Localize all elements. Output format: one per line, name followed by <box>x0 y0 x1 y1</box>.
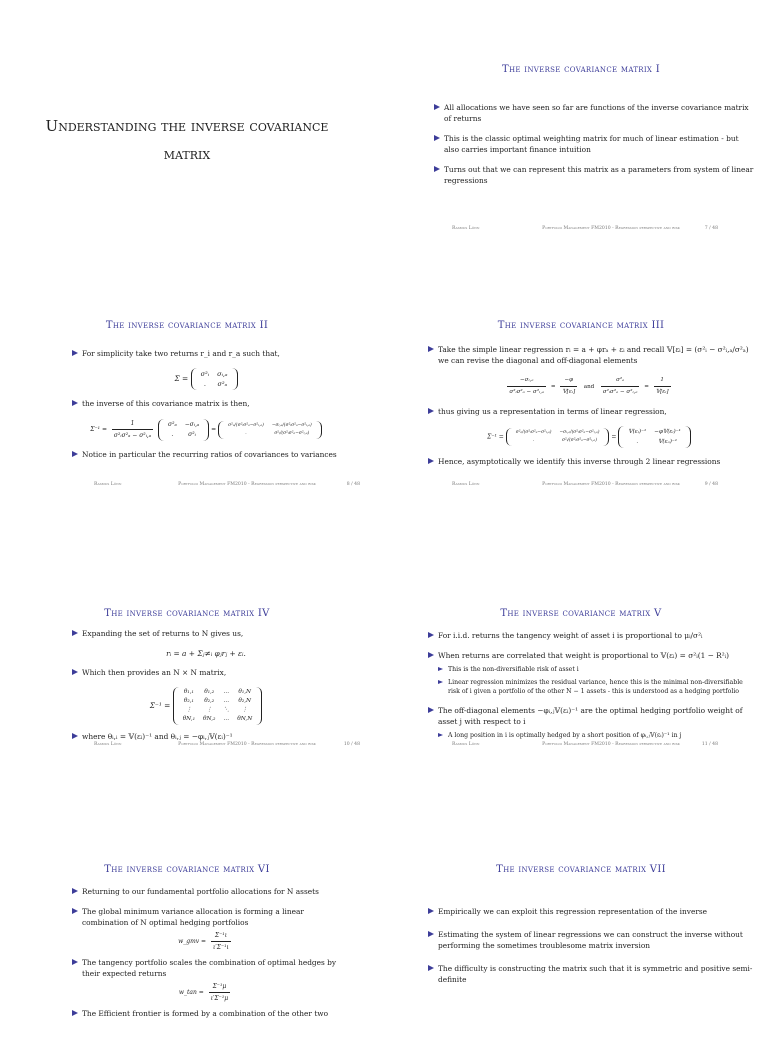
triangle-bullet-icon <box>72 733 78 739</box>
triangle-bullet-icon <box>428 408 434 414</box>
presentation-title: Understanding the inverse covariance matrix <box>45 117 329 163</box>
bullet-list <box>424 630 754 744</box>
triangle-bullet-icon <box>72 959 78 965</box>
triangle-bullet-icon <box>428 458 434 464</box>
list-item: the inverse of this covariance matrix is then, <box>68 398 344 409</box>
slide-5: The inverse covariance matrix V For i.i.d. returns the tangency weight of asset i is proportional to μᵢ/σ²ᵢ When returns are correlated that weight is proportional to 𝕍(εᵢ) = σ²ᵢ(1 − R²ᵢ) This is the non-diversifiable risk of asset i Linear regression minimizes the residual variance, hence this is the minimal non-diversifiable risk of i given a portfolio of the other N − 1 assets - this is understood as a hedging portfolio The off-diagonal elements −φᵢ,ⱼ𝕍(εᵢ)⁻¹ are the optimal hedging portfolio weight of asset j with respect to i A long position in i is optimally hedged by a short position of φᵢ,ⱼ𝕍(εᵢ)⁻¹ in j Rasmus Lönn Portfolio Management FM2010 - Regression perspective and risk 11 / 48 <box>394 544 768 792</box>
slide-title: The inverse covariance matrix IV <box>104 608 270 619</box>
triangle-bullet-icon <box>72 908 78 914</box>
slide-7 <box>394 800 768 1048</box>
slide-title: The inverse covariance matrix I <box>502 64 660 75</box>
slide-title: The inverse covariance matrix II <box>105 320 269 331</box>
triangle-bullet-icon <box>72 1010 78 1016</box>
slide-6 <box>0 800 374 1048</box>
equation-sigma: Σ = σ²ᵢ σᵢ,ₐ . σ²ₐ <box>68 368 344 390</box>
triangle-bullet-icon <box>438 733 443 737</box>
triangle-bullet-icon <box>438 667 443 671</box>
sub-list-item: Linear regression minimizes the residual variance, hence this is the minimal non-diversifiable risk of i given a portfolio of the other N − 1 assets - this is understood as a hedging portfolio <box>424 678 754 696</box>
triangle-bullet-icon <box>428 632 434 638</box>
slide-title: The inverse covariance matrix VI <box>104 864 270 875</box>
sub-list-item: A long position in i is optimally hedged by a short position of φᵢ,ⱼ𝕍(εᵢ)⁻¹ in j <box>424 731 754 740</box>
list-item: thus giving us a representation in terms of linear regression, <box>424 406 754 417</box>
slide-title <box>0 0 374 248</box>
sub-list-item: This is the non-diversifiable risk of asset i <box>424 665 754 674</box>
triangle-bullet-icon <box>428 965 434 971</box>
triangle-bullet-icon <box>72 350 78 356</box>
triangle-bullet-icon <box>72 669 78 675</box>
list-item: Returning to our fundamental portfolio allocations for N assets <box>68 886 344 897</box>
list-item: This is the classic optimal weighting matrix for much of linear estimation - but also carries important finance intuition <box>430 133 754 155</box>
list-item: Estimating the system of linear regressions we can construct the inverse without performing the sometimes troublesome matrix inversion <box>424 929 754 951</box>
list-item: For i.i.d. returns the tangency weight of asset i is proportional to μᵢ/σ²ᵢ <box>424 630 754 641</box>
triangle-bullet-icon <box>72 400 78 406</box>
bullet-list <box>424 344 754 476</box>
bullet-list <box>68 348 344 469</box>
triangle-bullet-icon <box>72 888 78 894</box>
triangle-bullet-icon <box>434 104 440 110</box>
list-item: The difficulty is constructing the matrix such that it is symmetric and positive semi-definite <box>424 963 754 985</box>
list-item: When returns are correlated that weight is proportional to 𝕍(εᵢ) = σ²ᵢ(1 − R²ᵢ) <box>424 650 754 661</box>
equation-inverse: Σ⁻¹ = $\frac{1}{\text{σ²ᵢσ²ₐ − σ²ᵢ,ₐ}}$ σ²ₐ −σᵢ,ₐ . σ²ᵢ = σ²ₐ/(σ²ᵢσ²ₐ−σ²ᵢ,ₐ) −σᵢ,ₐ/(σ²ᵢσ²ₐ−σ²ᵢ,ₐ) . σ²ᵢ/(σ²ᵢσ²ₐ−σ²ᵢ,ₐ) <box>68 418 344 441</box>
list-item: Which then provides an N × N matrix, <box>68 667 344 678</box>
equation-nxn-matrix: Σ⁻¹ = θ₁,₁ θ₁,₂ … θ₁,N θ₂,₁ θ₂,₂ … θ₂,N ⋮ ⋮ ⋱ ⋮ θN,₁ θN,₂ … θN,N <box>68 687 344 725</box>
slide-4: The inverse covariance matrix IV Expanding the set of returns to N gives us, rᵢ = a + Σⱼ≠ᵢ φⱼrⱼ + εᵢ. Which then provides an N × N matrix, Σ⁻¹ = θ₁,₁ θ₁,₂ … θ₁,N θ₂,₁ θ₂,₂ … θ₂,N ⋮ ⋮ ⋱ ⋮ θN,₁ θN,₂ … θN,N where θᵢ,ᵢ = 𝕍(εᵢ)⁻¹ and θᵢ,ⱼ = −φᵢ,ⱼ𝕍(εᵢ)⁻¹ Rasmus Lönn Portfolio Management FM2010 - Regression perspective and risk 10 / 48 <box>0 544 374 792</box>
inverse-matrix-expanded: σ²ₐ/(σ²ᵢσ²ₐ−σ²ᵢ,ₐ) −σᵢ,ₐ/(σ²ᵢσ²ₐ−σ²ᵢ,ₐ) . σ²ᵢ/(σ²ᵢσ²ₐ−σ²ᵢ,ₐ) <box>218 421 322 439</box>
list-item: Empirically we can exploit this regression representation of the inverse <box>424 906 754 917</box>
inverse-matrix: σ²ₐ −σᵢ,ₐ . σ²ᵢ <box>158 419 209 441</box>
list-item: Take the simple linear regression rᵢ = a + φrₐ + εᵢ and recall 𝕍[εᵢ] = (σ²ᵢ − σ²ᵢ,ₐ/σ²ₐ) we can revise the diagonal and off-diagonal elements <box>424 344 754 366</box>
bullet-list <box>424 906 754 994</box>
slide-title: The inverse covariance matrix VII <box>496 864 666 875</box>
list-item: The Efficient frontier is formed by a combination of the other two <box>68 1008 344 1019</box>
slide-2: The inverse covariance matrix II For simplicity take two returns r_i and r_a such that, Σ = σ²ᵢ σᵢ,ₐ . σ²ₐ the inverse of this covariance matrix is then, Σ⁻¹ = $\frac{1}{\text{σ²ᵢσ²ₐ − σ²ᵢ,ₐ}}$ σ²ₐ −σᵢ,ₐ . σ²ᵢ = σ²ₐ/(σ²ᵢσ²ₐ−σ²ᵢ,ₐ) −σᵢ,ₐ/(σ²ᵢσ²ₐ−σ²ᵢ,ₐ) . σ²ᵢ/(σ²ᵢσ²ₐ−σ²ᵢ,ₐ) Notice in particular the recurring ratios of covariances to variances Rasmus Lönn Portfolio Management FM2010 - Regression perspective and risk 8 / 48 <box>0 256 374 504</box>
list-item: The global minimum variance allocation is forming a linear combination of N optimal hedging portfolios <box>68 906 344 928</box>
triangle-bullet-icon <box>428 346 434 352</box>
list-item: All allocations we have seen so far are functions of the inverse covariance matrix of returns <box>430 102 754 124</box>
bullet-list <box>68 886 344 1028</box>
list-item: Notice in particular the recurring ratios of covariances to variances <box>68 449 344 460</box>
covariance-matrix: σ²ᵢ σᵢ,ₐ . σ²ₐ <box>191 368 238 390</box>
equation-tangency: w_tan = $\frac{\text{Σ⁻¹μ}}{\text{ι′Σ⁻¹μ}}$ <box>178 983 229 1002</box>
triangle-bullet-icon <box>428 652 434 658</box>
triangle-bullet-icon <box>434 166 440 172</box>
triangle-bullet-icon <box>438 680 443 684</box>
triangle-bullet-icon <box>72 451 78 457</box>
list-item: The off-diagonal elements −φᵢ,ⱼ𝕍(εᵢ)⁻¹ are the optimal hedging portfolio weight of asset j with respect to i <box>424 705 754 727</box>
triangle-bullet-icon <box>428 707 434 713</box>
list-item: The tangency portfolio scales the combination of optimal hedges by their expected returns <box>68 957 344 979</box>
list-item: For simplicity take two returns r_i and r_a such that, <box>68 348 344 359</box>
equation-regression: rᵢ = a + Σⱼ≠ᵢ φⱼrⱼ + εᵢ. <box>166 649 246 658</box>
list-item: Hence, asymptotically we identify this inverse through 2 linear regressions <box>424 456 754 467</box>
triangle-bullet-icon <box>428 908 434 914</box>
slide-title: The inverse covariance matrix III <box>497 320 665 331</box>
list-item: where θᵢ,ᵢ = 𝕍(εᵢ)⁻¹ and θᵢ,ⱼ = −φᵢ,ⱼ𝕍(εᵢ)⁻¹ <box>68 731 344 742</box>
bullet-list <box>430 102 754 195</box>
list-item: Turns out that we can represent this matrix as a parameters from system of linear regressions <box>430 164 754 186</box>
equation-regression-inverse: Σ⁻¹ = σ²ₐ/(σ²ᵢσ²ₐ−σ²ᵢ,ₐ) −σᵢ,ₐ/(σ²ᵢσ²ₐ−σ²ᵢ,ₐ) . σ²ᵢ/(σ²ᵢσ²ₐ−σ²ᵢ,ₐ) = 𝕍(εᵢ)⁻¹ −φ𝕍(εᵢ)⁻¹ . 𝕍(εₐ)⁻¹ <box>424 426 754 448</box>
slide-3: The inverse covariance matrix III Take the simple linear regression rᵢ = a + φrₐ + εᵢ and recall 𝕍[εᵢ] = (σ²ᵢ − σ²ᵢ,ₐ/σ²ₐ) we can revise the diagonal and off-diagonal elements $\frac{\text{−σᵢ,ₐ}}{\text{σ²ᵢσ²ₐ − σ²ᵢ,ₐ}}$ = $\frac{-\varphi}{\text{𝕍[εᵢ]}}$ and $\frac{\text{σ²ₐ}}{\text{σ²ᵢσ²ₐ − σ²ᵢ,ₐ}}$ = $\frac{1}{\text{𝕍[εᵢ]}}$ thus giving us a representation in terms of linear regression, Σ⁻¹ = σ²ₐ/(σ²ᵢσ²ₐ−σ²ᵢ,ₐ) −σᵢ,ₐ/(σ²ᵢσ²ₐ−σ²ᵢ,ₐ) . σ²ᵢ/(σ²ᵢσ²ₐ−σ²ᵢ,ₐ) = 𝕍(εᵢ)⁻¹ −φ𝕍(εᵢ)⁻¹ . 𝕍(εₐ)⁻¹ Hence, asymptotically we identify this inverse through 2 linear regressions Rasmus Lönn Portfolio Management FM2010 - Regression perspective and risk 9 / 48 <box>394 256 768 504</box>
triangle-bullet-icon <box>72 630 78 636</box>
triangle-bullet-icon <box>434 135 440 141</box>
bullet-list <box>68 628 344 751</box>
slide-title: The inverse covariance matrix V <box>500 608 662 619</box>
equation-elements: $\frac{\text{−σᵢ,ₐ}}{\text{σ²ᵢσ²ₐ − σ²ᵢ,ₐ}}$ = $\frac{-\varphi}{\text{𝕍[εᵢ]}}$ and $\frac{\text{σ²ₐ}}{\text{σ²ᵢσ²ₐ − σ²ᵢ,ₐ}}$ = $\frac{1}{\text{𝕍[εᵢ]}}$ <box>509 377 669 395</box>
slide-1: The inverse covariance matrix I All allocations we have seen so far are functions of the inverse covariance matrix of returns This is the classic optimal weighting matrix for much of linear estimation - but also carries important finance intuition Turns out that we can represent this matrix as a parameters from system of linear regressions Rasmus Lönn Portfolio Management FM2010 - Regression perspective and risk 7 / 48 <box>394 0 768 248</box>
list-item: Expanding the set of returns to N gives us, <box>68 628 344 639</box>
triangle-bullet-icon <box>428 931 434 937</box>
equation-gmv: w_gmv = $\frac{\text{Σ⁻¹ι}}{\text{ι′Σ⁻¹ι}}$ <box>178 932 229 951</box>
